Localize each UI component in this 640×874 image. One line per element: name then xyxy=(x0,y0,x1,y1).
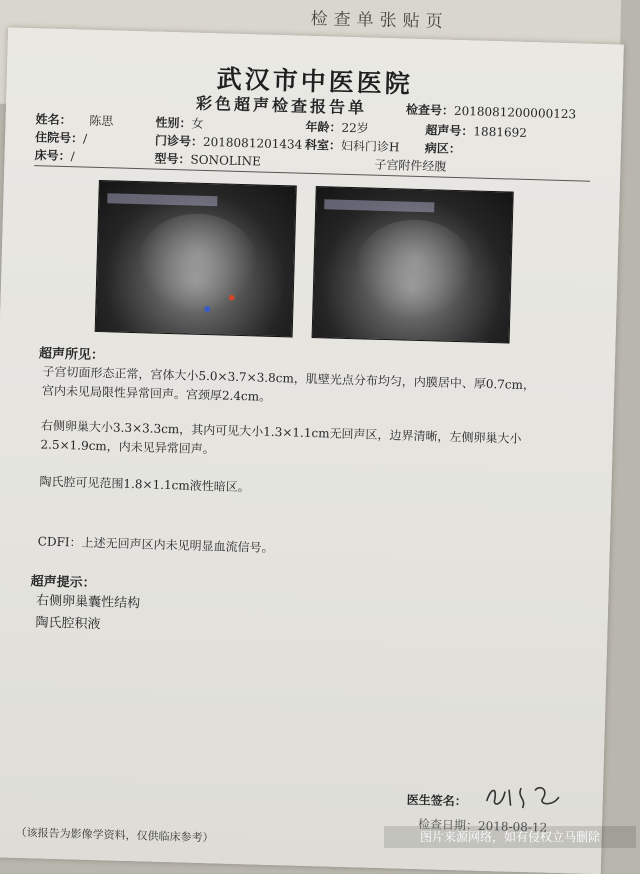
name-label: 姓名： xyxy=(35,112,71,127)
image-scan-cone xyxy=(353,218,476,321)
model-value: SONOLINE xyxy=(190,153,261,169)
model-label: 型号： xyxy=(154,152,190,167)
name-field xyxy=(35,110,113,129)
outpatient-value: 2018081201434 xyxy=(203,135,303,152)
bed-value: / xyxy=(70,149,74,163)
report-footnote: （该报告为影像学资料，仅供临床参考） xyxy=(15,824,213,846)
check-date-label: 检查日期： xyxy=(418,817,478,833)
inpatient-value: / xyxy=(83,132,87,146)
gender-field xyxy=(155,114,203,132)
finding-cdfi: CDFI：上述无回声区内未见明显血流信号。 xyxy=(37,532,537,565)
ultrasound-image-right xyxy=(312,186,514,343)
check-number-label: 检查号： xyxy=(406,103,454,118)
header-divider xyxy=(34,165,590,182)
age-value: 22岁 xyxy=(341,121,369,136)
findings-heading: 超声所见： xyxy=(39,342,105,363)
check-number-value: 2018081200000123 xyxy=(454,104,576,121)
gender-value: 女 xyxy=(191,117,203,131)
finding-pouch: 陶氏腔可见范围1.8×1.1cm液性暗区。 xyxy=(39,472,539,505)
dept-field xyxy=(305,136,400,156)
name-value: 陈思 xyxy=(89,114,113,129)
hospital-name: 武汉市中医医院 xyxy=(6,53,623,106)
image-info-bar xyxy=(324,199,434,212)
copyright-watermark: 图片来源网络，如有侵权立马删除 xyxy=(384,826,636,848)
exam-value: 子宫附件经腹 xyxy=(374,158,446,174)
doctor-signature-label: 医生签名： xyxy=(406,791,466,810)
image-scan-cone xyxy=(136,212,259,315)
hint-heading: 超声提示： xyxy=(30,570,96,591)
hint-item-2: 陶氏腔积液 xyxy=(35,612,101,636)
back-sheet-title: 检查单张贴页 xyxy=(310,4,448,32)
check-number xyxy=(406,101,577,123)
us-number-value: 1881692 xyxy=(473,124,527,139)
outpatient-label: 门诊号： xyxy=(155,134,203,149)
us-number-field xyxy=(425,121,527,141)
doctor-signature xyxy=(482,779,573,815)
model-field xyxy=(154,150,261,170)
dept-label: 科室： xyxy=(305,138,341,153)
inpatient-field xyxy=(35,128,88,146)
ward-label: 病区： xyxy=(425,141,461,156)
age-field xyxy=(305,118,369,137)
ward-field xyxy=(425,139,461,157)
gender-label: 性别： xyxy=(155,116,191,131)
check-date-value: 2018-08-12 xyxy=(478,819,548,835)
report-title: 彩色超声检查报告单 xyxy=(196,91,368,119)
us-number-label: 超声号： xyxy=(425,123,473,138)
bed-label: 床号： xyxy=(34,148,70,163)
finding-ovary: 右侧卵巢大小3.3×3.3cm，其内可见大小1.3×1.1cm无回声区，边界清晰，左侧卵巢大小2.5×1.9cm，内未见异常回声。 xyxy=(40,416,541,468)
finding-uterus: 子宫切面形态正常，宫体大小5.0×3.7×3.8cm，肌壁光点分布均匀，内膜居中、厚0.7cm，宫内未见局限性异常回声。宫颈厚2.4cm。 xyxy=(42,362,543,414)
bed-field xyxy=(34,146,75,164)
age-label: 年龄： xyxy=(305,120,341,135)
image-info-bar xyxy=(107,193,217,206)
exam-field xyxy=(374,156,446,175)
dept-value: 妇科门诊H xyxy=(341,139,400,155)
ultrasound-image-left xyxy=(95,180,297,337)
hint-item-1: 右侧卵巢囊性结构 xyxy=(36,590,141,615)
report-paper xyxy=(0,27,624,874)
inpatient-label: 住院号： xyxy=(35,130,83,145)
